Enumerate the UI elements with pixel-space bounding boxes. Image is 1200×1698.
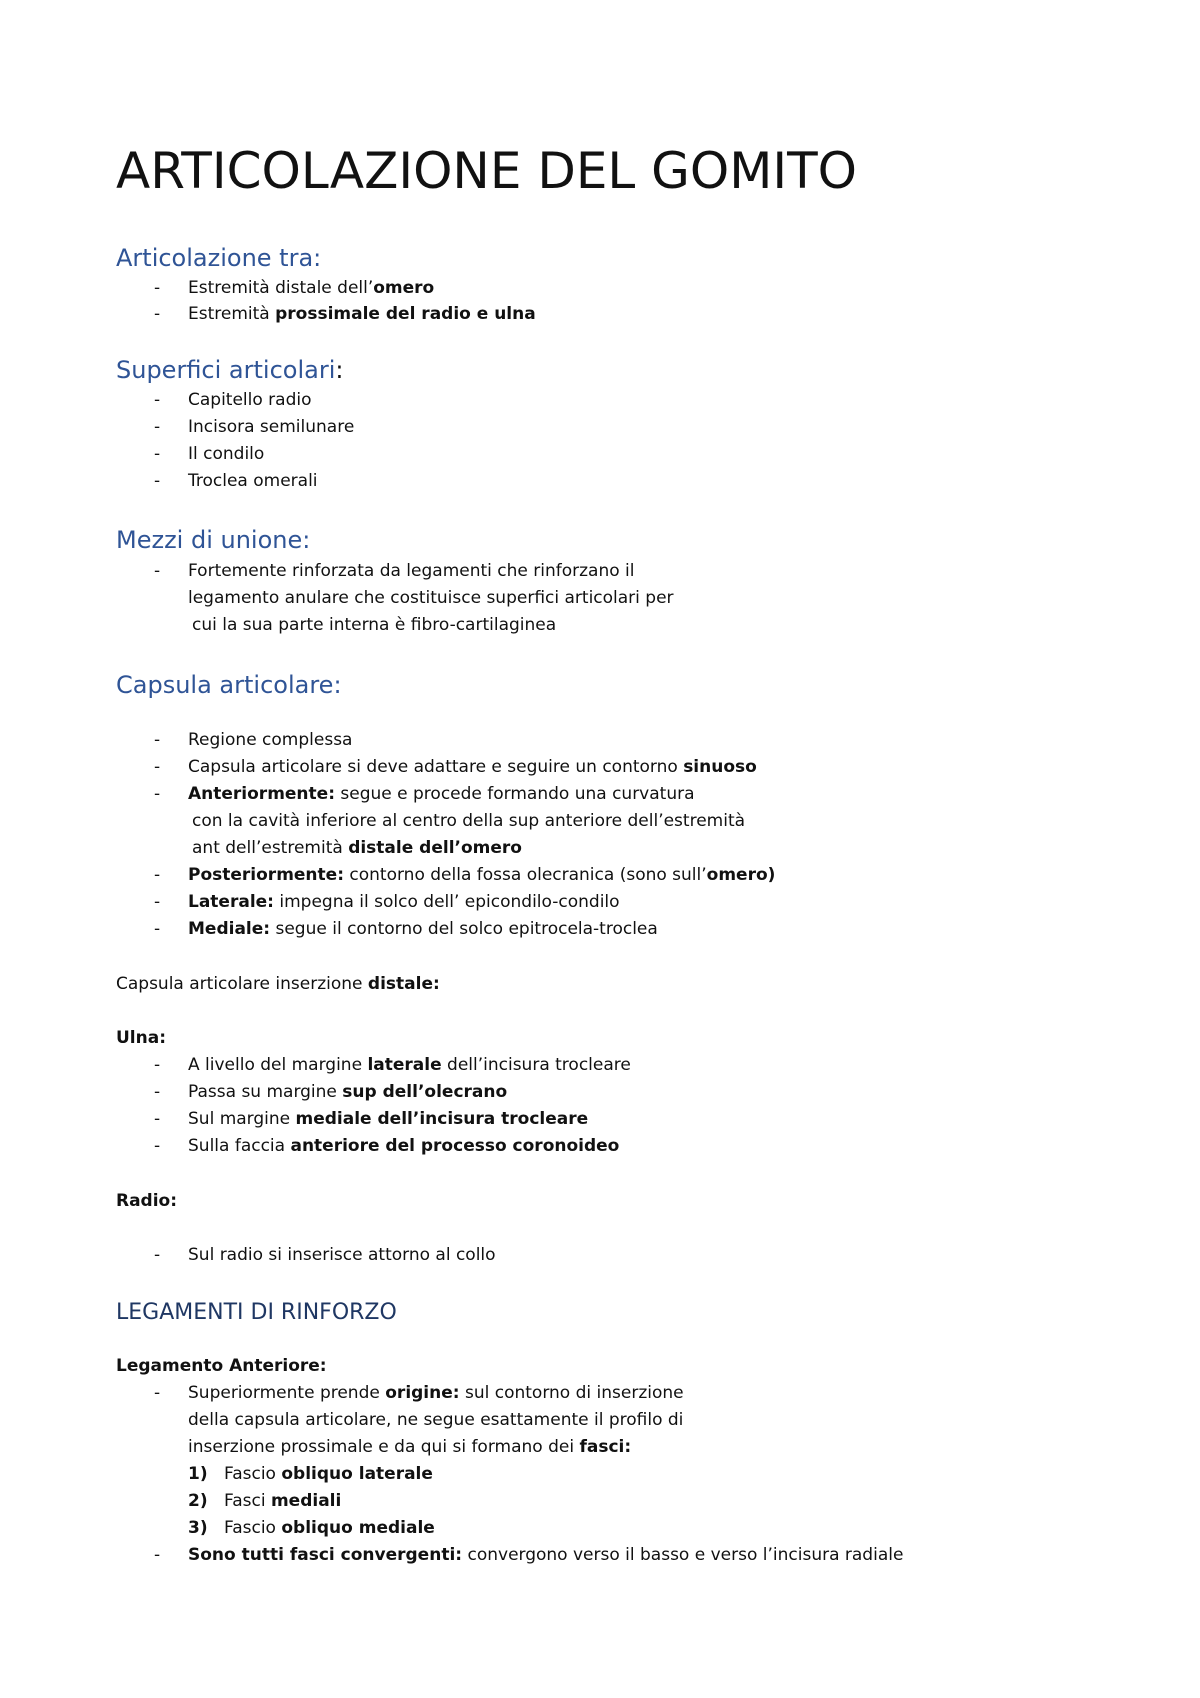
bullet-dash: - <box>154 730 161 750</box>
bullet-dash: - <box>154 1082 161 1102</box>
list-item: Sulla faccia anteriore del processo coronoideo <box>188 1136 620 1156</box>
paragraph-line: cui la sua parte interna è fibro-cartilaginea <box>192 615 557 635</box>
bullet-dash: - <box>154 1245 161 1265</box>
bullet-dash: - <box>154 471 161 491</box>
paragraph-inserzione: Capsula articolare inserzione distale: <box>116 974 440 994</box>
heading-capsula-articolare: Capsula articolare: <box>116 671 342 699</box>
numbered-item: Fascio obliquo mediale <box>224 1518 435 1538</box>
bullet-dash: - <box>154 892 161 912</box>
paragraph-line: della capsula articolare, ne segue esattamente il profilo di <box>188 1410 684 1430</box>
list-number: 1) <box>188 1464 208 1484</box>
list-number: 3) <box>188 1518 208 1538</box>
list-item: Troclea omerali <box>188 471 318 491</box>
heading-articolazione-tra: Articolazione tra: <box>116 244 322 272</box>
list-item: Sul margine mediale dell’incisura trocleare <box>188 1109 589 1129</box>
list-item: Regione complessa <box>188 730 353 750</box>
bullet-dash: - <box>154 1055 161 1075</box>
heading-superfici-articolari: Superfici articolari: <box>116 356 344 384</box>
label-legamento-anteriore: Legamento Anteriore: <box>116 1356 327 1376</box>
bullet-dash: - <box>154 784 161 804</box>
list-item: Mediale: segue il contorno del solco epitrocela-troclea <box>188 919 658 939</box>
paragraph-line: con la cavità inferiore al centro della sup anteriore dell’estremità <box>192 811 746 831</box>
bullet-dash: - <box>154 390 161 410</box>
heading-legamenti-di-rinforzo: LEGAMENTI DI RINFORZO <box>116 1300 397 1325</box>
bullet-dash: - <box>154 444 161 464</box>
bullet-dash: - <box>154 757 161 777</box>
bullet-dash: - <box>154 1383 161 1403</box>
list-item: Il condilo <box>188 444 265 464</box>
heading-text: Articolazione tra <box>116 244 314 272</box>
bullet-dash: - <box>154 278 161 298</box>
list-item: Passa su margine sup dell’olecrano <box>188 1082 508 1102</box>
list-item: Sono tutti fasci convergenti: convergono verso il basso e verso l’incisura radiale <box>188 1545 904 1565</box>
list-item: Posteriormente: contorno della fossa olecranica (sono sull’omero) <box>188 865 776 885</box>
list-number: 2) <box>188 1491 208 1511</box>
list-item: Capitello radio <box>188 390 312 410</box>
page-title: ARTICOLAZIONE DEL GOMITO <box>116 142 858 200</box>
list-item: Estremità prossimale del radio e ulna <box>188 304 536 324</box>
paragraph-line: legamento anulare che costituisce superfici articolari per <box>188 588 674 608</box>
list-item: A livello del margine laterale dell’incisura trocleare <box>188 1055 631 1075</box>
list-item: Sul radio si inserisce attorno al collo <box>188 1245 496 1265</box>
list-item: Estremità distale dell’omero <box>188 278 435 298</box>
paragraph-line: Fortemente rinforzata da legamenti che rinforzano il <box>188 561 635 581</box>
label-ulna: Ulna: <box>116 1028 167 1048</box>
bullet-dash: - <box>154 1136 161 1156</box>
bullet-dash: - <box>154 561 161 581</box>
bullet-dash: - <box>154 304 161 324</box>
bullet-dash: - <box>154 865 161 885</box>
list-item: Incisora semilunare <box>188 417 355 437</box>
bullet-dash: - <box>154 1109 161 1129</box>
paragraph-line: inserzione prossimale e da qui si formano dei fasci: <box>188 1437 632 1457</box>
list-item: Superiormente prende origine: sul contorno di inserzione <box>188 1383 684 1403</box>
bullet-dash: - <box>154 919 161 939</box>
list-item: Capsula articolare si deve adattare e seguire un contorno sinuoso <box>188 757 757 777</box>
numbered-item: Fascio obliquo laterale <box>224 1464 433 1484</box>
bullet-dash: - <box>154 417 161 437</box>
list-item: Laterale: impegna il solco dell’ epicondilo-condilo <box>188 892 620 912</box>
heading-mezzi-di-unione: Mezzi di unione: <box>116 526 311 554</box>
bullet-dash: - <box>154 1545 161 1565</box>
numbered-item: Fasci mediali <box>224 1491 342 1511</box>
list-item: Anteriormente: segue e procede formando una curvatura <box>188 784 695 804</box>
label-radio: Radio: <box>116 1191 178 1211</box>
paragraph-line: ant dell’estremità distale dell’omero <box>192 838 522 858</box>
